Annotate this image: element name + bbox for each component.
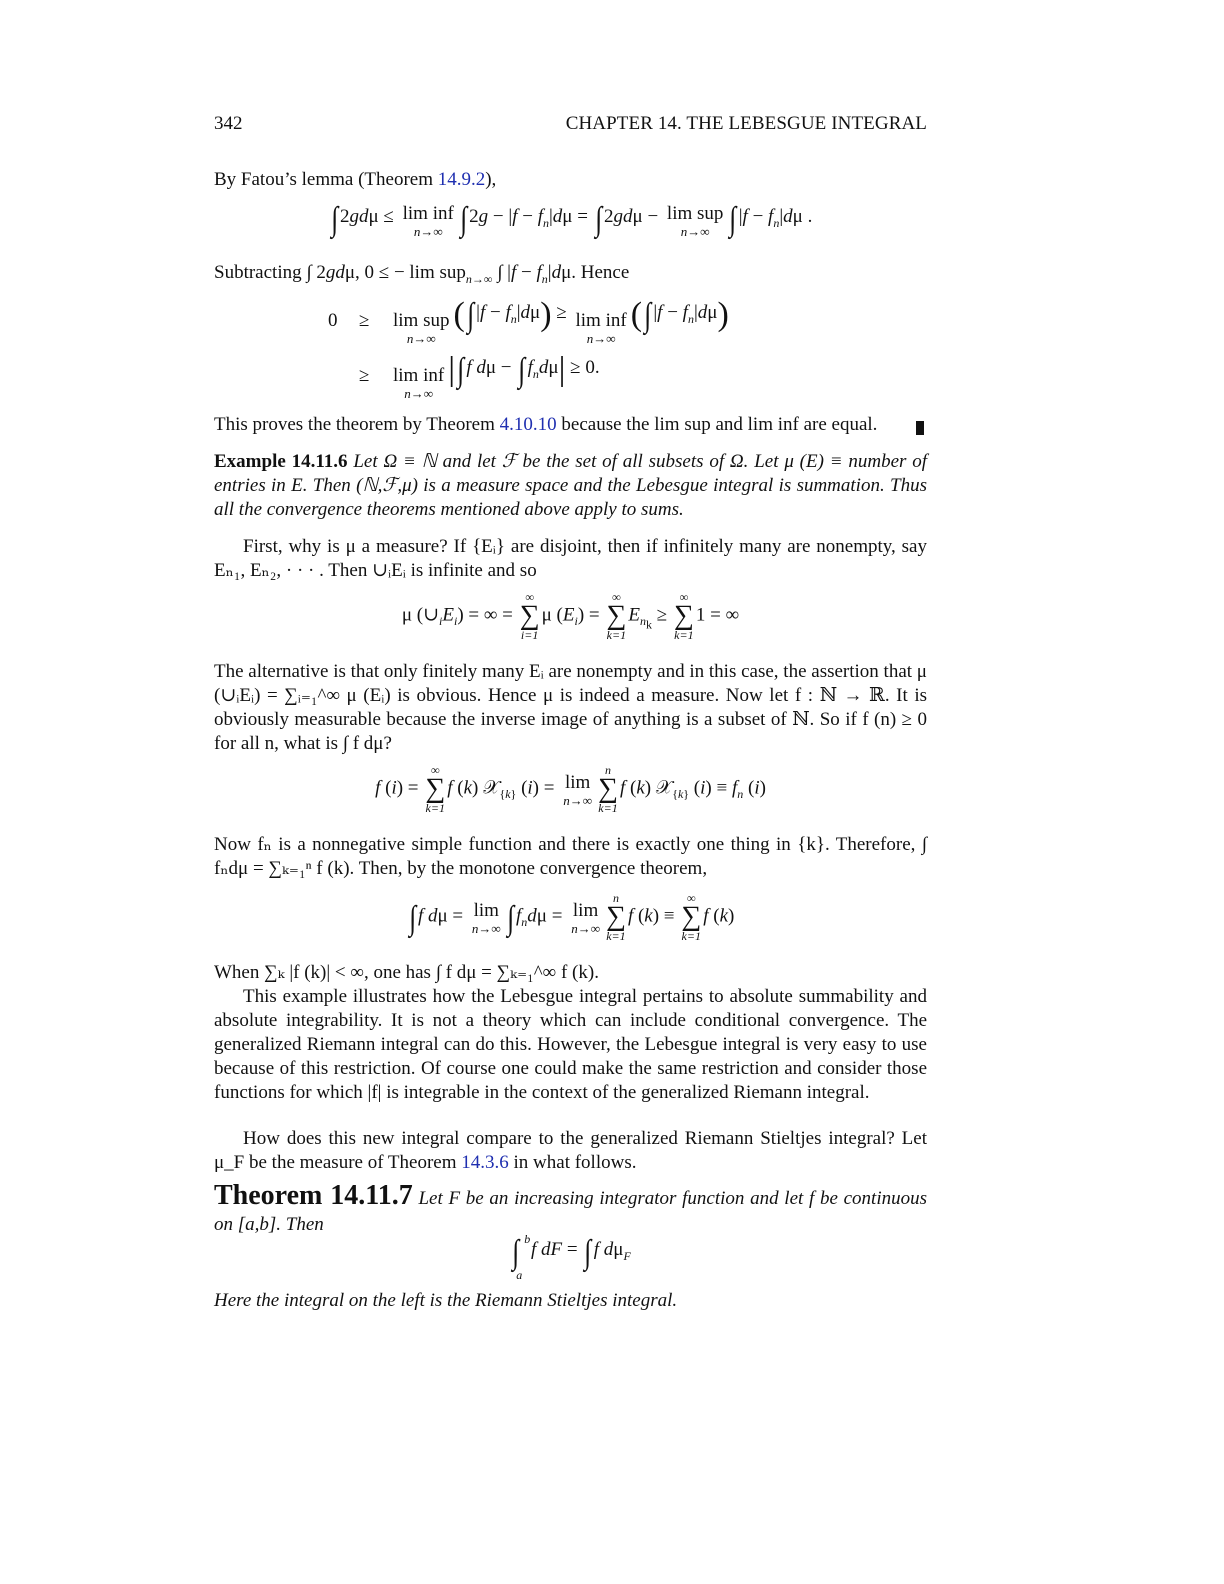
theorem-link-14-3-6[interactable]: 14.3.6 xyxy=(461,1152,509,1173)
para-first: First, why is μ a measure? If {Eᵢ} are disjoint, then if infinitely many are nonempty, say Eₙ₁, Eₙ₂, · · · . Then ∪ᵢEᵢ is infinite and so xyxy=(214,536,927,581)
equation-f-i: f (i) = ∞ ∑ k=1 f (k) 𝒳$_{\{k\}}$ (i) = lim n→∞ n ∑ k=1 f (k) 𝒳$_{\{k\}}$ $(i) \equiv f_n$ (i) xyxy=(375,763,766,815)
intro-end: ), xyxy=(485,169,497,190)
para-when: When ∑ₖ |f (k)| < ∞, one has ∫ f dμ = ∑ₖ₌₁^∞ f (k). xyxy=(214,962,599,983)
equation-measure-sum: μ $(\cup_iE_i)$ = ∞ = ∞ ∑ i=1 μ $(E_i)$ = ∞ ∑ k=1 $E_{n_k}$ ≥ ∞ ∑ k=1 1 = ∞ xyxy=(401,590,740,642)
para-now: Now fₙ is a nonnegative simple function and there is exactly one thing in {k}. Therefore, ∫ fₙdμ = ∑ₖ₌₁ⁿ f (k). Then, by the monotone convergence theorem, xyxy=(214,834,927,879)
intro-line xyxy=(214,168,927,192)
para-how-text: How does this new integral compare to the generalized Riemann Stieltjes integral? Let μ_F be the measure of Theorem xyxy=(214,1128,927,1173)
intro-text: By Fatou’s lemma (Theorem xyxy=(214,169,438,190)
example-statement: Let Ω ≡ ℕ and let ℱ be the set of all subsets of Ω. Let μ (E) ≡ number of entries in E. Then (ℕ,ℱ,μ) is a measure space and the Lebesgue integral is summation. Thus all the convergence theorems mentioned above apply to sums. xyxy=(214,451,927,520)
equation-riemann-stieltjes: ∫ b a f dF = ∫ f $d\mu_F$ xyxy=(512,1232,631,1282)
para-how xyxy=(214,1127,927,1175)
proves-end: because the lim sup and lim inf are equal. xyxy=(556,414,878,435)
theorem-statement: Let F be an increasing integrator function and let f be continuous on [a,b]. Then xyxy=(214,1188,927,1235)
theorem-link-fatou[interactable]: 14.9.2 xyxy=(437,169,486,190)
para-alternative: The alternative is that only finitely many Eᵢ are nonempty and in this case, the assertion that μ (∪ᵢEᵢ) = ∑ᵢ₌₁^∞ μ (Eᵢ) is obvious. Hence μ is indeed a measure. Now let f : ℕ → ℝ. It is obviously measurable because the inverse image of anything is a subset of ℕ. So if f (n) ≥ 0 for all n, what is ∫ f dμ? xyxy=(214,661,927,754)
para-how-end: in what follows. xyxy=(508,1152,637,1173)
equation-fatou: ∫ 2gdμ ≤ lim inf n→∞ ∫ $2g - |f - f_n|d\mu$ = ∫ 2gdμ − lim sup n→∞ ∫ $|f - f_n|d\mu$ . xyxy=(330,201,813,239)
page-number: 342 xyxy=(214,113,243,134)
example-14-11-6 xyxy=(214,450,927,522)
theorem-link-4-10-10[interactable]: 4.10.10 xyxy=(499,414,557,435)
chapter-title: CHAPTER 14. THE LEBESGUE INTEGRAL xyxy=(565,113,927,134)
subtracting-tail: . Hence xyxy=(571,262,630,283)
proves-line xyxy=(214,413,927,437)
subtracting-lead: Subtracting xyxy=(214,262,307,283)
qed-mark xyxy=(916,421,924,435)
theorem-label: Theorem 14.11.7 xyxy=(214,1180,413,1211)
theorem-14-11-7 xyxy=(214,1180,927,1238)
page: 342 CHAPTER 14. THE LEBESGUE INTEGRAL By Fatou’s lemma (Theorem 14.9.2), ∫ 2gdμ ≤ lim inf n→∞ ∫ $2g - |f - f_n|d\mu$ = ∫ 2gdμ − lim sup n→∞ ∫ $|f - f_n|d\mu$ . Subtracting ∫ 2gdμ, 0 ≤ − lim sup$_{n\to\infty}$ ∫ $|f - f_n|d\mu$. Hence 0 ≥ lim sup n→∞ (∫ $|f - f_n|d\mu$) ≥ lim inf n→∞ (∫ $|f - f_n|d\mu$) ≥ lim inf n→∞ |∫ f dμ − ∫ $f_nd\mu| \ge 0$. This proves the theorem by Theorem 4.10.10 because the lim sup and lim inf are equal. Example 14.11.6 Let Ω ≡ ℕ and let ℱ be the set of all subsets of Ω. Let μ (E) ≡ number of entries in E. Then (ℕ,ℱ,μ) is a measure space and the Lebesgue integral is summation. Thus all the convergence theorems mentioned above apply to sums. First, why is μ a measure? If {Eᵢ} are disjoint, then if infinitely many are nonempty, say Eₙ₁, Eₙ₂, · · · . Then ∪ᵢEᵢ is infinite and so μ $(\cup_iE_i)$ = ∞ = ∞ ∑ i=1 μ $(E_i)$ = ∞ ∑ k=1 $E_{n_k}$ ≥ ∞ ∑ k=1 1 = ∞ The alternative is that only finitely many Eᵢ are nonempty and in this case, the assertion that μ (∪ᵢEᵢ) = ∑ᵢ₌₁^∞ μ (Eᵢ) is obvious. Hence μ is indeed a measure. Now let f : ℕ → ℝ. It is obviously measurable because the inverse image of anything is a subset of ℕ. So if f (n) ≥ 0 for all n, what is ∫ f dμ? f (i) = ∞ ∑ k=1 f (k) 𝒳$_{\{k\}}$ (i) = lim n→∞ n ∑ k=1 f (k) 𝒳$_{\{k\}}$ $(i) \equiv f_n$ (i) Now fₙ is a nonnegative simple function and there is exactly one thing in {k}. Therefore, ∫ fₙdμ = ∑ₖ₌₁ⁿ f (k). Then, by the monotone convergence theorem, ∫ f dμ = lim n→∞ ∫ $f_nd\mu$ = lim n→∞ n ∑ k=1 f (k) ≡ ∞ ∑ k=1 f (k) When ∑ₖ |f (k)| < ∞, one has ∫ f dμ = ∑ₖ₌₁^∞ f (k). This example illustrates how the Lebesgue integral pertains to absolute summability and absolute integrability. It is not a theory which can include conditional convergence. The generalized Riemann integral can do this. However, the Lebesgue integral is very easy to use because of this restriction. Of course one could make the same restriction and consider those functions for which |f| is integrable in the context of the generalized Riemann integral. How does this new integral compare to the generalized Riemann Stieltjes integral? Let μ_F be the measure of Theorem 14.3.6 in what follows. Theorem 14.11.7 Let F be an increasing integrator function and let f be continuous on [a,b]. Then ∫ b a f dF = ∫ f $d\mu_F$ Here the integral on the left is the Riemann Stieltjes integral. xyxy=(214,113,927,1311)
para-illustrates: This example illustrates how the Lebesgue integral pertains to absolute summability and absolute integrability. It is not a theory which can include conditional convergence. The generalized Riemann integral can do this. However, the Lebesgue integral is very easy to use because of this restriction. Of course one could make the same restriction and consider those functions for which |f| is integrable in the context of the generalized Riemann integral. xyxy=(214,986,927,1103)
example-label: Example 14.11.6 xyxy=(214,451,348,472)
subtracting-line: Subtracting ∫ 2gdμ, 0 ≤ − lim sup$_{n\to\infty}$ ∫ $|f - f_n|d\mu$. Hence xyxy=(214,262,630,286)
proves-text: This proves the theorem by Theorem xyxy=(214,414,500,435)
theorem-closing: Here the integral on the left is the Riemann Stieltjes integral. xyxy=(214,1290,678,1311)
equation-monotone: ∫ f dμ = lim n→∞ ∫ $f_nd\mu$ = lim n→∞ n ∑ k=1 f (k) ≡ ∞ ∑ k=1 f (k) xyxy=(408,891,735,943)
